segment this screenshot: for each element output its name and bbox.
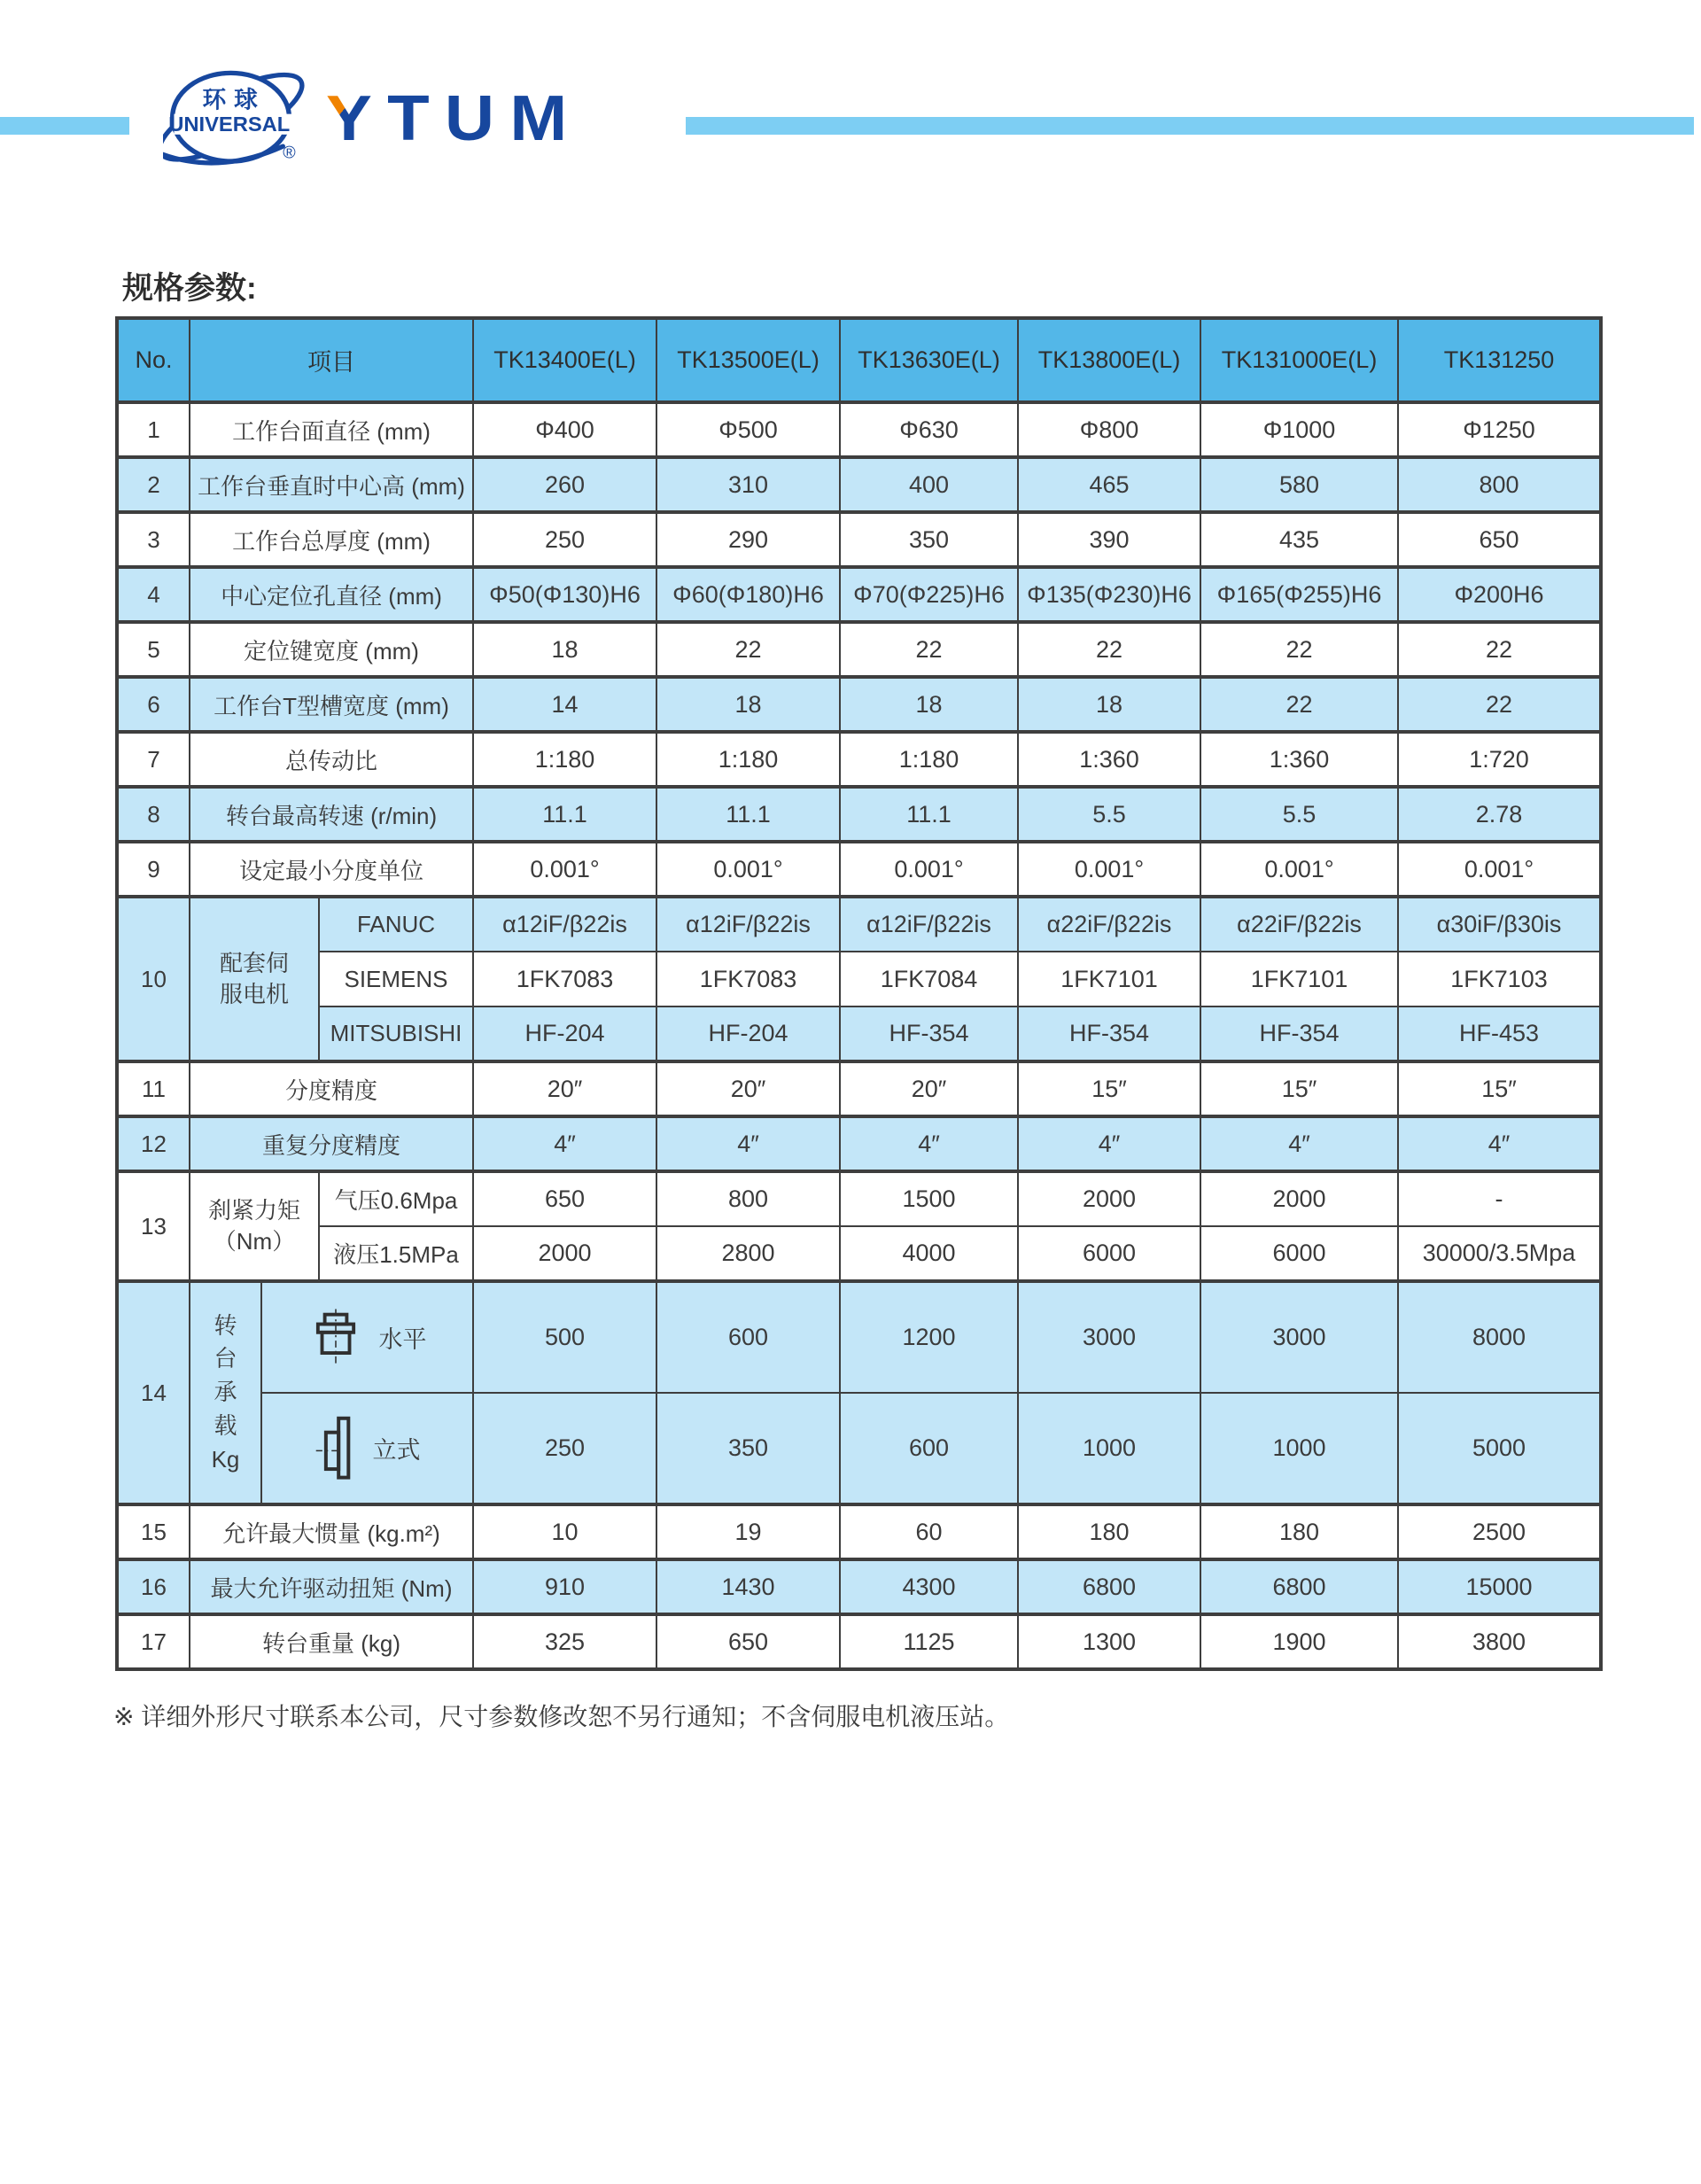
row-label: 重复分度精度 <box>190 1116 473 1171</box>
row-label: 中心定位孔直径 (mm) <box>190 567 473 622</box>
row-number: 6 <box>117 677 190 732</box>
cell-value: 8000 <box>1398 1281 1601 1393</box>
horizontal-table-icon <box>308 1309 363 1367</box>
cell-value: Φ135(Φ230)H6 <box>1018 567 1200 622</box>
cell-value: 30000/3.5Mpa <box>1398 1226 1601 1281</box>
vertical-table-icon <box>315 1414 357 1483</box>
row-label: 转台承载Kg <box>190 1281 261 1504</box>
col-header-model: TK131000E(L) <box>1200 318 1398 402</box>
cell-value: 1FK7101 <box>1018 952 1200 1007</box>
cell-value: 325 <box>473 1614 656 1669</box>
table-row <box>117 457 1601 512</box>
cell-value: 4″ <box>1398 1116 1601 1171</box>
cell-value: 180 <box>1200 1504 1398 1559</box>
cell-value: 0.001° <box>1018 842 1200 897</box>
row-number: 13 <box>117 1171 190 1281</box>
table-row <box>117 1116 1601 1171</box>
cell-value: Φ165(Φ255)H6 <box>1200 567 1398 622</box>
cell-value: Φ400 <box>473 402 656 457</box>
col-header-model: TK13500E(L) <box>656 318 840 402</box>
cell-value: 310 <box>656 457 840 512</box>
cell-value: 4″ <box>1200 1116 1398 1171</box>
cell-value: 18 <box>1018 677 1200 732</box>
row-label: 转台重量 (kg) <box>190 1614 473 1669</box>
logo-brand-en: UNIVERSAL <box>168 113 291 136</box>
cell-value: α12iF/β22is <box>473 897 656 952</box>
table-row <box>117 1559 1601 1614</box>
col-header-model: TK13400E(L) <box>473 318 656 402</box>
cell-value: Φ70(Φ225)H6 <box>840 567 1018 622</box>
cell-value: 4000 <box>840 1226 1018 1281</box>
cell-value: Φ1000 <box>1200 402 1398 457</box>
cell-value: 1000 <box>1200 1393 1398 1504</box>
table-row <box>117 677 1601 732</box>
row-sublabel: FANUC <box>319 897 473 952</box>
table-row <box>117 622 1601 677</box>
row-number: 5 <box>117 622 190 677</box>
cell-value: 4″ <box>1018 1116 1200 1171</box>
row-number: 15 <box>117 1504 190 1559</box>
cell-value: 1FK7103 <box>1398 952 1601 1007</box>
cell-value: Φ60(Φ180)H6 <box>656 567 840 622</box>
cell-value: 5.5 <box>1200 787 1398 842</box>
row-label: 工作台垂直时中心高 (mm) <box>190 457 473 512</box>
cell-value: 800 <box>656 1171 840 1226</box>
row-label: 总传动比 <box>190 732 473 787</box>
row-label: 配套伺服电机 <box>190 897 319 1061</box>
cell-value: 5.5 <box>1018 787 1200 842</box>
cell-value: 1FK7084 <box>840 952 1018 1007</box>
cell-value: 2800 <box>656 1226 840 1281</box>
cell-value: 15000 <box>1398 1559 1601 1614</box>
universal-globe-logo <box>163 64 321 181</box>
cell-value: - <box>1398 1171 1601 1226</box>
ytum-letter-y: Y <box>326 83 388 154</box>
cell-value: α30iF/β30is <box>1398 897 1601 952</box>
page-title: 规格参数: <box>122 271 257 306</box>
cell-value: 390 <box>1018 512 1200 567</box>
cell-value: 600 <box>840 1393 1018 1504</box>
cell-value: α12iF/β22is <box>840 897 1018 952</box>
top-accent-bar-right <box>686 117 1694 135</box>
cell-value: 1500 <box>840 1171 1018 1226</box>
cell-value: 18 <box>840 677 1018 732</box>
cell-value: 19 <box>656 1504 840 1559</box>
cell-value: 4″ <box>840 1116 1018 1171</box>
cell-value: 6000 <box>1018 1226 1200 1281</box>
footnote: ※ 详细外形尺寸联系本公司，尺寸参数修改恕不另行通知；不含伺服电机液压站。 <box>113 1703 1010 1730</box>
table-row-servo-mitsubishi <box>117 1007 1601 1061</box>
cell-value: 0.001° <box>1398 842 1601 897</box>
cell-value: 650 <box>656 1614 840 1669</box>
ytum-wordmark <box>326 83 583 154</box>
cell-value: 350 <box>656 1393 840 1504</box>
cell-value: 6000 <box>1200 1226 1398 1281</box>
row-label: 最大允许驱动扭矩 (Nm) <box>190 1559 473 1614</box>
cell-value: 60 <box>840 1504 1018 1559</box>
cell-value: 580 <box>1200 457 1398 512</box>
cell-value: Φ1250 <box>1398 402 1601 457</box>
row-label: 设定最小分度单位 <box>190 842 473 897</box>
header-row <box>117 318 1601 402</box>
col-header-model: TK131250 <box>1398 318 1601 402</box>
cell-value: 2000 <box>473 1226 656 1281</box>
spec-table <box>115 316 1603 1671</box>
cell-value: 18 <box>473 622 656 677</box>
row-sublabel: 立式 <box>372 1437 421 1464</box>
table-row <box>117 1061 1601 1116</box>
cell-value: 6800 <box>1200 1559 1398 1614</box>
cell-value: 14 <box>473 677 656 732</box>
cell-value: α12iF/β22is <box>656 897 840 952</box>
cell-value: Φ500 <box>656 402 840 457</box>
cell-value: 1125 <box>840 1614 1018 1669</box>
cell-value: 22 <box>1398 622 1601 677</box>
cell-value: Φ50(Φ130)H6 <box>473 567 656 622</box>
row-number: 4 <box>117 567 190 622</box>
cell-value: 1430 <box>656 1559 840 1614</box>
table-row-load-horizontal <box>117 1281 1601 1393</box>
row-sublabel: 气压0.6Mpa <box>319 1171 473 1226</box>
col-header-model: TK13800E(L) <box>1018 318 1200 402</box>
cell-value: 1:720 <box>1398 732 1601 787</box>
row-sublabel: 水平 <box>378 1326 427 1353</box>
table-row-servo-siemens <box>117 952 1601 1007</box>
row-number: 10 <box>117 897 190 1061</box>
cell-value: 0.001° <box>656 842 840 897</box>
cell-value: 22 <box>1200 677 1398 732</box>
cell-value: 600 <box>656 1281 840 1393</box>
cell-value: 465 <box>1018 457 1200 512</box>
row-number: 9 <box>117 842 190 897</box>
row-label: 允许最大惯量 (kg.m²) <box>190 1504 473 1559</box>
cell-value: 3800 <box>1398 1614 1601 1669</box>
cell-value: 22 <box>656 622 840 677</box>
table-row <box>117 512 1601 567</box>
row-sublabel: 液压1.5MPa <box>319 1226 473 1281</box>
row-number: 17 <box>117 1614 190 1669</box>
row-label: 工作台T型槽宽度 (mm) <box>190 677 473 732</box>
table-row <box>117 1614 1601 1669</box>
top-accent-bar-left <box>0 117 129 135</box>
cell-value: 1FK7083 <box>656 952 840 1007</box>
table-row <box>117 567 1601 622</box>
load-orientation-cell <box>261 1393 473 1504</box>
cell-value: 15″ <box>1018 1061 1200 1116</box>
cell-value: 2.78 <box>1398 787 1601 842</box>
cell-value: HF-204 <box>473 1007 656 1061</box>
row-sublabel: SIEMENS <box>319 952 473 1007</box>
row-number: 14 <box>117 1281 190 1504</box>
row-label: 定位键宽度 (mm) <box>190 622 473 677</box>
cell-value: 1000 <box>1018 1393 1200 1504</box>
table-row <box>117 842 1601 897</box>
table-row <box>117 732 1601 787</box>
row-number: 1 <box>117 402 190 457</box>
cell-value: 22 <box>1398 677 1601 732</box>
cell-value: 22 <box>1200 622 1398 677</box>
cell-value: 11.1 <box>840 787 1018 842</box>
cell-value: 400 <box>840 457 1018 512</box>
cell-value: 1900 <box>1200 1614 1398 1669</box>
cell-value: 0.001° <box>1200 842 1398 897</box>
cell-value: 910 <box>473 1559 656 1614</box>
table-row <box>117 1504 1601 1559</box>
cell-value: 4″ <box>473 1116 656 1171</box>
cell-value: 800 <box>1398 457 1601 512</box>
cell-value: 435 <box>1200 512 1398 567</box>
cell-value: 3000 <box>1200 1281 1398 1393</box>
cell-value: 350 <box>840 512 1018 567</box>
row-number: 3 <box>117 512 190 567</box>
table-row <box>117 402 1601 457</box>
cell-value: 180 <box>1018 1504 1200 1559</box>
row-number: 2 <box>117 457 190 512</box>
cell-value: 1FK7101 <box>1200 952 1398 1007</box>
cell-value: 11.1 <box>473 787 656 842</box>
row-label: 工作台面直径 (mm) <box>190 402 473 457</box>
row-number: 8 <box>117 787 190 842</box>
cell-value: 1200 <box>840 1281 1018 1393</box>
cell-value: HF-354 <box>840 1007 1018 1061</box>
cell-value: 20″ <box>840 1061 1018 1116</box>
row-label: 工作台总厚度 (mm) <box>190 512 473 567</box>
cell-value: 290 <box>656 512 840 567</box>
cell-value: 1:360 <box>1018 732 1200 787</box>
cell-value: 10 <box>473 1504 656 1559</box>
row-label: 刹紧力矩（Nm） <box>190 1171 319 1281</box>
cell-value: HF-453 <box>1398 1007 1601 1061</box>
cell-value: 20″ <box>656 1061 840 1116</box>
cell-value: 3000 <box>1018 1281 1200 1393</box>
logo-brand-cn: 环球 <box>202 86 266 113</box>
cell-value: HF-354 <box>1200 1007 1398 1061</box>
cell-value: 2500 <box>1398 1504 1601 1559</box>
row-number: 16 <box>117 1559 190 1614</box>
table-row-brake-air <box>117 1171 1601 1226</box>
cell-value: 22 <box>840 622 1018 677</box>
row-number: 7 <box>117 732 190 787</box>
cell-value: 4″ <box>656 1116 840 1171</box>
cell-value: 2000 <box>1018 1171 1200 1226</box>
cell-value: 250 <box>473 512 656 567</box>
cell-value: 22 <box>1018 622 1200 677</box>
cell-value: Φ200H6 <box>1398 567 1601 622</box>
cell-value: 1:360 <box>1200 732 1398 787</box>
cell-value: Φ800 <box>1018 402 1200 457</box>
row-label: 转台最高转速 (r/min) <box>190 787 473 842</box>
cell-value: 1:180 <box>473 732 656 787</box>
cell-value: Φ630 <box>840 402 1018 457</box>
cell-value: 1FK7083 <box>473 952 656 1007</box>
cell-value: 500 <box>473 1281 656 1393</box>
row-label: 分度精度 <box>190 1061 473 1116</box>
cell-value: 20″ <box>473 1061 656 1116</box>
row-sublabel: MITSUBISHI <box>319 1007 473 1061</box>
table-row <box>117 787 1601 842</box>
col-header-no: No. <box>117 318 190 402</box>
cell-value: 260 <box>473 457 656 512</box>
col-header-model: TK13630E(L) <box>840 318 1018 402</box>
cell-value: 18 <box>656 677 840 732</box>
cell-value: 11.1 <box>656 787 840 842</box>
cell-value: 650 <box>1398 512 1601 567</box>
cell-value: 15″ <box>1398 1061 1601 1116</box>
table-row-servo-fanuc <box>117 897 1601 952</box>
cell-value: α22iF/β22is <box>1018 897 1200 952</box>
col-header-item: 项目 <box>190 318 473 402</box>
cell-value: 250 <box>473 1393 656 1504</box>
cell-value: 1:180 <box>656 732 840 787</box>
ytum-letters-tum: TUM <box>387 83 583 154</box>
cell-value: 650 <box>473 1171 656 1226</box>
registered-mark-icon: ® <box>283 143 296 163</box>
row-number: 11 <box>117 1061 190 1116</box>
cell-value: HF-354 <box>1018 1007 1200 1061</box>
table-row-load-vertical <box>117 1393 1601 1504</box>
cell-value: 1:180 <box>840 732 1018 787</box>
cell-value: 5000 <box>1398 1393 1601 1504</box>
cell-value: HF-204 <box>656 1007 840 1061</box>
cell-value: 15″ <box>1200 1061 1398 1116</box>
cell-value: 1300 <box>1018 1614 1200 1669</box>
row-number: 12 <box>117 1116 190 1171</box>
cell-value: 0.001° <box>473 842 656 897</box>
load-orientation-cell <box>261 1281 473 1393</box>
cell-value: α22iF/β22is <box>1200 897 1398 952</box>
cell-value: 4300 <box>840 1559 1018 1614</box>
cell-value: 0.001° <box>840 842 1018 897</box>
cell-value: 2000 <box>1200 1171 1398 1226</box>
table-row-brake-hydraulic <box>117 1226 1601 1281</box>
cell-value: 6800 <box>1018 1559 1200 1614</box>
